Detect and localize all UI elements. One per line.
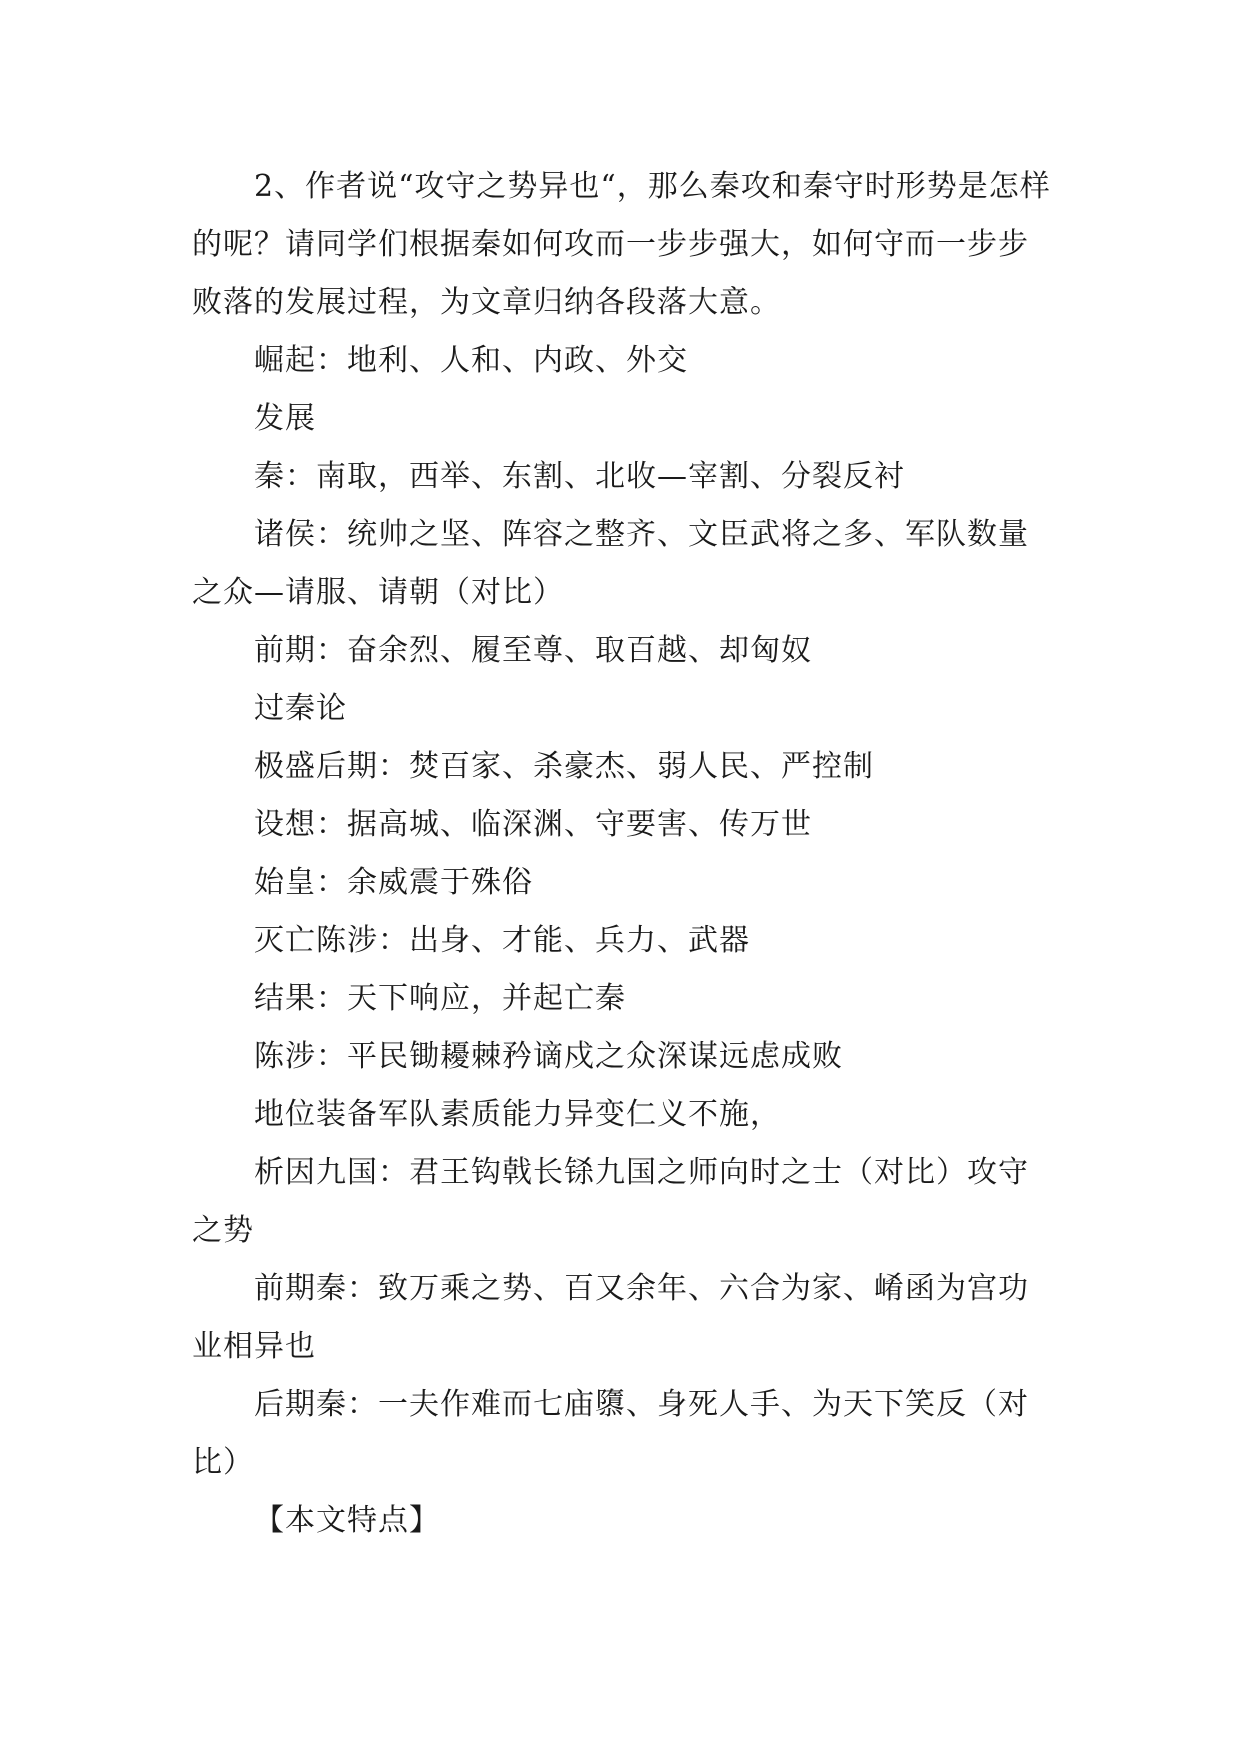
paragraph-analysis-nine-states: 析因九国：君王钩戟长铩九国之师向时之士（对比）攻守之势 [192, 1155, 1029, 1248]
paragraph-fall-chen-she: 灭亡陈涉：出身、才能、兵力、武器 [254, 923, 750, 958]
paragraph-rise: 崛起：地利、人和、内政、外交 [254, 343, 688, 378]
paragraph-question-2: 2、作者说“攻守之势异也“，那么秦攻和秦守时形势是怎样的呢？请同学们根据秦如何攻而一步步强大，如何守而一步步败落的发展过程，为文章归纳各段落大意。 [192, 169, 1051, 320]
paragraph-qin-conquest: 秦：南取，西举、东割、北收—宰割、分裂反衬 [254, 459, 905, 494]
paragraph-early-period: 前期：奋余烈、履至尊、取百越、却匈奴 [254, 633, 812, 668]
paragraph-peak-late-period: 极盛后期：焚百家、杀豪杰、弱人民、严控制 [254, 749, 874, 784]
paragraph-assumption: 设想：据高城、临深渊、守要害、传万世 [254, 807, 812, 842]
paragraph-late-qin: 后期秦：一夫作难而七庙隳、身死人手、为天下笑反（对比） [192, 1387, 1029, 1480]
document-body [192, 158, 1052, 1550]
paragraph-guo-qin-lun: 过秦论 [254, 691, 347, 726]
paragraph-first-emperor: 始皇：余威震于殊俗 [254, 865, 533, 900]
paragraph-chen-she: 陈涉：平民锄耰棘矜谪戍之众深谋远虑成败 [254, 1039, 843, 1074]
section-heading-features: 【本文特点】 [254, 1503, 440, 1538]
paragraph-status-equipment: 地位装备军队素质能力异变仁义不施， [254, 1097, 781, 1132]
paragraph-development: 发展 [254, 401, 316, 436]
paragraph-result: 结果：天下响应，并起亡秦 [254, 981, 626, 1016]
paragraph-early-qin: 前期秦：致万乘之势、百又余年、六合为家、崤函为宫功业相异也 [192, 1271, 1029, 1364]
paragraph-feudal-lords: 诸侯：统帅之坚、阵容之整齐、文臣武将之多、军队数量之众—请服、请朝（对比） [192, 517, 1029, 610]
